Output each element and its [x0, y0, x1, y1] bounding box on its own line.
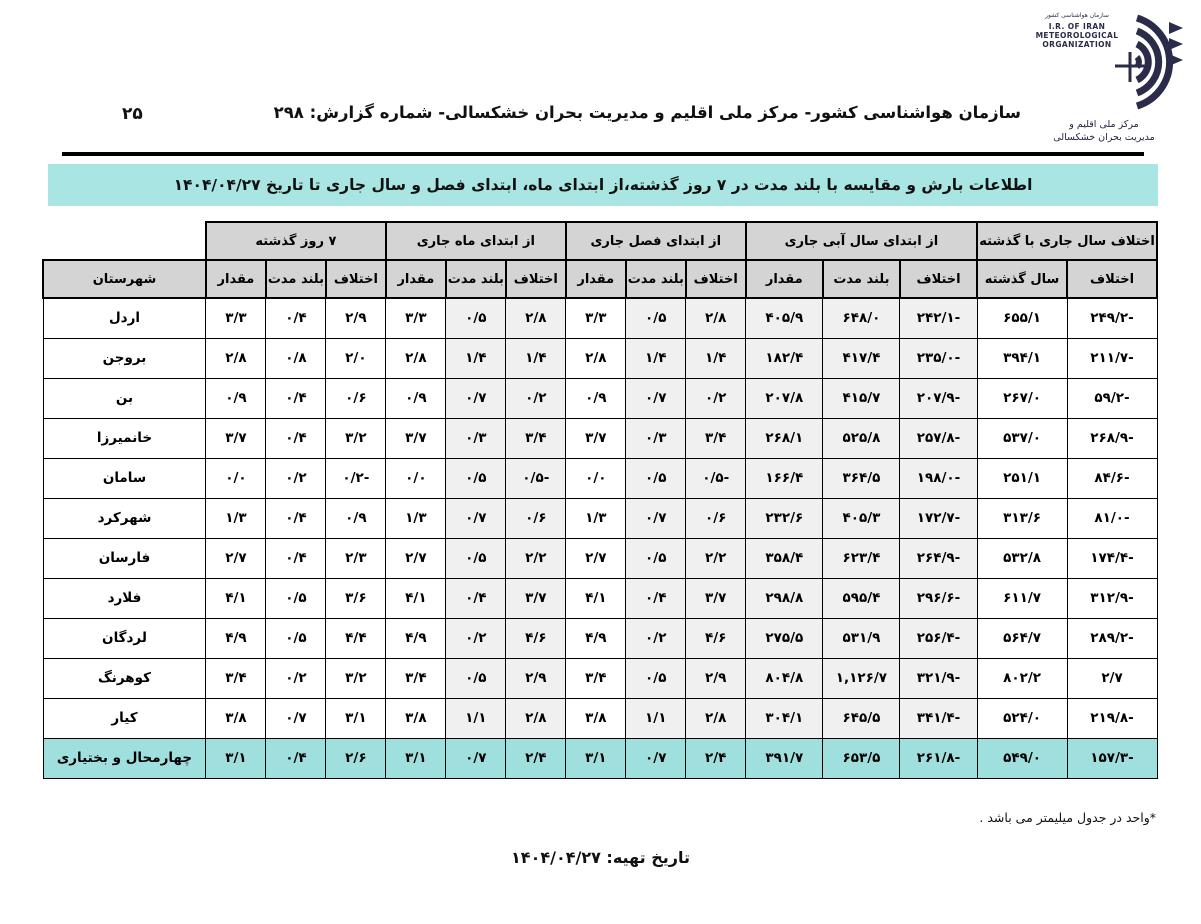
- table-cell: ۰/۲: [686, 378, 746, 418]
- column-sub-header: بلند مدت: [266, 260, 326, 298]
- table-cell: ۸۰۲/۲: [977, 658, 1067, 698]
- table-cell: ۰/۰: [206, 458, 266, 498]
- logo-caption-line-1: مرکز ملی اقلیم و: [1069, 119, 1139, 130]
- table-cell-county: کوهرنگ: [43, 658, 206, 698]
- document-header-title: سازمان هواشناسی کشور- مرکز ملی اقلیم و مدیریت بحران خشکسالی- شماره گزارش: ۲۹۸: [273, 103, 1021, 122]
- table-cell: ۰/۰: [566, 458, 626, 498]
- table-cell: ۳/۱: [386, 738, 446, 778]
- table-cell: ۲/۸: [506, 298, 566, 338]
- table-cell: ۱۶۶/۴: [746, 458, 823, 498]
- table-cell: ۳/۷: [506, 578, 566, 618]
- table-cell: -۱۹۸/۰: [900, 458, 977, 498]
- table-row: [43, 378, 1157, 418]
- table-cell: ۰/۷: [446, 378, 506, 418]
- table-cell: ۰/۵: [446, 538, 506, 578]
- table-cell: ۵۳۲/۸: [977, 538, 1067, 578]
- table-cell: ۱/۴: [686, 338, 746, 378]
- table-cell: ۲/۷: [566, 538, 626, 578]
- table-cell: ۰/۵: [626, 298, 686, 338]
- table-cell: -۳۱۲/۹: [1067, 578, 1157, 618]
- table-cell: ۶۴۵/۵: [823, 698, 900, 738]
- table-cell: ۲۷۵/۵: [746, 618, 823, 658]
- column-sub-header: اختلاف: [1067, 260, 1157, 298]
- table-cell: ۱/۴: [506, 338, 566, 378]
- column-sub-header: بلند مدت: [446, 260, 506, 298]
- table-cell: ۰/۹: [326, 498, 386, 538]
- table-cell: -۵۹/۲: [1067, 378, 1157, 418]
- table-cell: ۴۰۵/۳: [823, 498, 900, 538]
- table-cell: ۶۲۳/۴: [823, 538, 900, 578]
- table-cell: ۰/۰: [386, 458, 446, 498]
- table-cell: ۳/۷: [206, 418, 266, 458]
- column-group-header: ۷ روز گذشته: [206, 222, 386, 260]
- table-cell: ۰/۴: [266, 538, 326, 578]
- table-cell: ۵۴۹/۰: [977, 738, 1067, 778]
- table-row: [43, 658, 1157, 698]
- table-cell: ۰/۲: [446, 618, 506, 658]
- table-cell: ۰/۵: [446, 298, 506, 338]
- table-group-header-row: [43, 222, 1157, 260]
- table-row-total: [43, 738, 1157, 778]
- organization-logo-block: [1019, 8, 1189, 158]
- table-cell: -۲۵۶/۴: [900, 618, 977, 658]
- table-cell: ۱/۴: [626, 338, 686, 378]
- table-cell-county: خانمیرزا: [43, 418, 206, 458]
- table-cell: -۱۷۴/۴: [1067, 538, 1157, 578]
- table-cell: ۲/۸: [686, 298, 746, 338]
- table-cell: ۴/۱: [206, 578, 266, 618]
- table-cell: ۴/۹: [386, 618, 446, 658]
- table-cell: ۳/۲: [326, 658, 386, 698]
- table-cell: ۲/۶: [326, 738, 386, 778]
- column-sub-header: مقدار: [746, 260, 823, 298]
- table-cell: ۳۵۸/۴: [746, 538, 823, 578]
- table-cell: ۲۶۷/۰: [977, 378, 1067, 418]
- column-sub-header: مقدار: [386, 260, 446, 298]
- table-cell: ۲/۸: [686, 698, 746, 738]
- table-cell: -۸۱/۰: [1067, 498, 1157, 538]
- table-cell: -۲۸۹/۲: [1067, 618, 1157, 658]
- table-cell: ۳۰۴/۱: [746, 698, 823, 738]
- column-sub-header: اختلاف: [326, 260, 386, 298]
- precipitation-data-table: [42, 221, 1158, 779]
- table-cell-county: بن: [43, 378, 206, 418]
- table-cell: ۰/۹: [566, 378, 626, 418]
- report-title-banner: [48, 164, 1158, 206]
- table-cell: ۰/۷: [626, 738, 686, 778]
- table-cell: -۲۳۵/۰: [900, 338, 977, 378]
- table-cell: ۳/۴: [566, 658, 626, 698]
- table-cell: ۰/۵: [626, 458, 686, 498]
- table-cell: -۱۷۲/۷: [900, 498, 977, 538]
- table-cell: ۴۰۵/۹: [746, 298, 823, 338]
- table-cell: ۵۳۱/۹: [823, 618, 900, 658]
- logo-en-line-1: I.R. OF IRAN: [1048, 22, 1106, 31]
- table-cell: ۴۱۵/۷: [823, 378, 900, 418]
- table-cell: ۳۹۱/۷: [746, 738, 823, 778]
- table-cell: ۴/۹: [206, 618, 266, 658]
- table-cell: ۵۳۷/۰: [977, 418, 1067, 458]
- table-row: [43, 618, 1157, 658]
- table-cell: ۰/۶: [506, 498, 566, 538]
- table-cell: ۱/۱: [446, 698, 506, 738]
- table-cell: ۳۱۳/۶: [977, 498, 1067, 538]
- table-cell-county: بروجن: [43, 338, 206, 378]
- table-cell: ۰/۴: [446, 578, 506, 618]
- table-cell: ۴/۶: [686, 618, 746, 658]
- logo-english-label: [1025, 22, 1129, 49]
- table-cell: ۳/۷: [686, 578, 746, 618]
- table-cell-county: اردل: [43, 298, 206, 338]
- table-sub-header-row: [43, 260, 1157, 298]
- table-cell: -۰/۲: [326, 458, 386, 498]
- table-cell: ۰/۲: [506, 378, 566, 418]
- table-cell: ۴/۶: [506, 618, 566, 658]
- unit-footnote: *واحد در جدول میلیمتر می باشد .: [979, 810, 1156, 825]
- table-cell: -۰/۵: [686, 458, 746, 498]
- table-cell: ۲/۹: [326, 298, 386, 338]
- table-cell: ۲/۴: [686, 738, 746, 778]
- table-cell: ۲/۴: [506, 738, 566, 778]
- table-cell: ۳/۲: [326, 418, 386, 458]
- table-cell: ۳/۳: [566, 298, 626, 338]
- table-cell: -۲۶۴/۹: [900, 538, 977, 578]
- table-cell: ۳/۱: [566, 738, 626, 778]
- column-group-header: اختلاف سال جاری با گذشته: [977, 222, 1157, 260]
- table-cell: -۲۹۶/۶: [900, 578, 977, 618]
- table-cell: ۰/۳: [446, 418, 506, 458]
- table-cell: ۳/۳: [386, 298, 446, 338]
- table-cell: ۰/۵: [446, 458, 506, 498]
- table-cell: ۳/۴: [386, 658, 446, 698]
- table-cell: ۰/۴: [626, 578, 686, 618]
- table-cell: ۰/۴: [266, 418, 326, 458]
- table-cell: -۲۱۱/۷: [1067, 338, 1157, 378]
- table-head: [43, 222, 1157, 298]
- logo-persian-top-label: سازمان هواشناسی کشور: [1045, 12, 1109, 19]
- column-header-county: شهرستان: [43, 260, 206, 298]
- table-cell: ۳۶۴/۵: [823, 458, 900, 498]
- column-sub-header: بلند مدت: [823, 260, 900, 298]
- table-cell: ۱/۳: [386, 498, 446, 538]
- table-cell: ۰/۵: [626, 658, 686, 698]
- table-cell: ۲/۰: [326, 338, 386, 378]
- table-cell: ۳/۷: [386, 418, 446, 458]
- table-cell: ۱/۳: [566, 498, 626, 538]
- table-cell: ۰/۲: [626, 618, 686, 658]
- table-cell: ۰/۳: [626, 418, 686, 458]
- table-cell: ۰/۷: [446, 738, 506, 778]
- table-cell-county: چهارمحال و بختیاری: [43, 738, 206, 778]
- table-cell: ۲/۷: [206, 538, 266, 578]
- table-cell: ۰/۹: [206, 378, 266, 418]
- column-sub-header: اختلاف: [900, 260, 977, 298]
- table-cell: ۶۴۸/۰: [823, 298, 900, 338]
- table-cell-county: کیار: [43, 698, 206, 738]
- table-cell: ۰/۷: [626, 498, 686, 538]
- table-cell: ۶۵۵/۱: [977, 298, 1067, 338]
- table-cell: ۰/۶: [326, 378, 386, 418]
- table-cell: ۴/۹: [566, 618, 626, 658]
- table-cell: ۴/۴: [326, 618, 386, 658]
- table-cell: ۵۹۵/۴: [823, 578, 900, 618]
- table-row: [43, 578, 1157, 618]
- table-cell: ۲/۲: [506, 538, 566, 578]
- table-cell: ۴۱۷/۴: [823, 338, 900, 378]
- column-sub-header: اختلاف: [686, 260, 746, 298]
- table-cell-county: فلارد: [43, 578, 206, 618]
- table-cell: ۵۲۵/۸: [823, 418, 900, 458]
- table-cell-county: شهرکرد: [43, 498, 206, 538]
- table-row: [43, 698, 1157, 738]
- table-cell: ۲/۸: [506, 698, 566, 738]
- blank-corner-header: [43, 222, 206, 260]
- table-cell: ۴/۱: [386, 578, 446, 618]
- table-cell: ۲۳۲/۶: [746, 498, 823, 538]
- table-cell: ۳/۳: [206, 298, 266, 338]
- logo-caption-line-2: مدیریت بحران خشکسالی: [1053, 132, 1155, 143]
- table-row: [43, 538, 1157, 578]
- table-cell: ۲/۹: [506, 658, 566, 698]
- table-row: [43, 498, 1157, 538]
- table-cell: ۵۲۴/۰: [977, 698, 1067, 738]
- table-cell: ۳/۴: [506, 418, 566, 458]
- table-cell-county: لردگان: [43, 618, 206, 658]
- table-cell: -۲۵۷/۸: [900, 418, 977, 458]
- table-cell: ۳/۱: [206, 738, 266, 778]
- table-cell: ۶۱۱/۷: [977, 578, 1067, 618]
- table-cell: ۲۰۷/۸: [746, 378, 823, 418]
- column-sub-header: بلند مدت: [626, 260, 686, 298]
- table-cell: ۰/۵: [266, 578, 326, 618]
- table-cell: ۳/۶: [326, 578, 386, 618]
- table-row: [43, 418, 1157, 458]
- table-cell: ۲/۸: [386, 338, 446, 378]
- table-cell: ۱/۳: [206, 498, 266, 538]
- table-cell: ۰/۷: [626, 378, 686, 418]
- column-sub-header: سال گذشته: [977, 260, 1067, 298]
- table-cell: ۰/۴: [266, 498, 326, 538]
- column-group-header: از ابتدای ماه جاری: [386, 222, 566, 260]
- table-row: [43, 298, 1157, 338]
- table-cell: ۲۶۸/۱: [746, 418, 823, 458]
- meteorological-organization-logo-icon: [1019, 8, 1189, 116]
- column-group-header: از ابتدای سال آبی جاری: [746, 222, 977, 260]
- table-cell-county: سامان: [43, 458, 206, 498]
- table-cell: ۱/۴: [446, 338, 506, 378]
- table-cell: ۲/۹: [686, 658, 746, 698]
- table-cell: ۲/۲: [686, 538, 746, 578]
- table-cell: ۰/۹: [386, 378, 446, 418]
- table-cell: ۲/۷: [1067, 658, 1157, 698]
- table-cell: -۲۶۱/۸: [900, 738, 977, 778]
- table-cell: ۲/۷: [386, 538, 446, 578]
- table-cell: ۰/۴: [266, 378, 326, 418]
- table-cell: ۳/۸: [386, 698, 446, 738]
- table-cell: ۲۹۸/۸: [746, 578, 823, 618]
- table-cell: -۲۴۹/۲: [1067, 298, 1157, 338]
- table-cell: ۳/۴: [686, 418, 746, 458]
- table-cell: -۲۰۷/۹: [900, 378, 977, 418]
- table-cell: ۰/۵: [266, 618, 326, 658]
- table-cell: ۰/۷: [266, 698, 326, 738]
- table-row: [43, 338, 1157, 378]
- logo-en-line-2: METEOROLOGICAL: [1035, 31, 1119, 40]
- table-cell: ۴/۱: [566, 578, 626, 618]
- table-cell: -۳۴۱/۴: [900, 698, 977, 738]
- table-cell-county: فارسان: [43, 538, 206, 578]
- preparation-date: تاریخ تهیه: ۱۴۰۴/۰۴/۲۷: [511, 848, 690, 867]
- column-sub-header: مقدار: [566, 260, 626, 298]
- table-cell: ۳/۱: [326, 698, 386, 738]
- table-cell: -۳۲۱/۹: [900, 658, 977, 698]
- header-divider: [62, 152, 1144, 156]
- table-cell: ۲۵۱/۱: [977, 458, 1067, 498]
- table-cell: -۸۴/۶: [1067, 458, 1157, 498]
- table-cell: -۲۶۸/۹: [1067, 418, 1157, 458]
- table-cell: ۰/۶: [686, 498, 746, 538]
- table-cell: ۰/۴: [266, 298, 326, 338]
- table-cell: -۰/۵: [506, 458, 566, 498]
- table-cell: ۰/۵: [626, 538, 686, 578]
- table-cell: -۲۴۲/۱: [900, 298, 977, 338]
- page-number: ۲۵: [122, 104, 143, 124]
- table-cell: ۱,۱۲۶/۷: [823, 658, 900, 698]
- table-cell: ۳۹۴/۱: [977, 338, 1067, 378]
- table-cell: -۲۱۹/۸: [1067, 698, 1157, 738]
- logo-en-line-3: ORGANIZATION: [1042, 40, 1112, 49]
- column-group-header: از ابتدای فصل جاری: [566, 222, 746, 260]
- table-cell: ۰/۷: [446, 498, 506, 538]
- table-row: [43, 458, 1157, 498]
- table-cell: ۲/۳: [326, 538, 386, 578]
- table-body: [43, 298, 1157, 778]
- column-sub-header: اختلاف: [506, 260, 566, 298]
- table-cell: ۳/۸: [566, 698, 626, 738]
- report-title-text: اطلاعات بارش و مقایسه با بلند مدت در ۷ روز گذشته،از ابتدای ماه، ابتدای فصل و سال جاری تا تاریخ ۱۴۰۴/۰۴/۲۷: [173, 176, 1033, 194]
- table-cell: ۳/۸: [206, 698, 266, 738]
- column-sub-header: مقدار: [206, 260, 266, 298]
- table-cell: ۶۵۳/۵: [823, 738, 900, 778]
- table-cell: ۳/۷: [566, 418, 626, 458]
- table-cell: ۵۶۴/۷: [977, 618, 1067, 658]
- table-cell: ۱/۱: [626, 698, 686, 738]
- table-cell: -۱۵۷/۳: [1067, 738, 1157, 778]
- table-cell: ۰/۲: [266, 458, 326, 498]
- table-cell: ۰/۸: [266, 338, 326, 378]
- table-cell: ۱۸۲/۴: [746, 338, 823, 378]
- table-cell: ۰/۴: [266, 738, 326, 778]
- table-cell: ۰/۲: [266, 658, 326, 698]
- logo-caption: [1019, 118, 1189, 144]
- table-cell: ۲/۸: [206, 338, 266, 378]
- table-cell: ۸۰۴/۸: [746, 658, 823, 698]
- table-cell: ۲/۸: [566, 338, 626, 378]
- table-cell: ۰/۵: [446, 658, 506, 698]
- table-cell: ۳/۴: [206, 658, 266, 698]
